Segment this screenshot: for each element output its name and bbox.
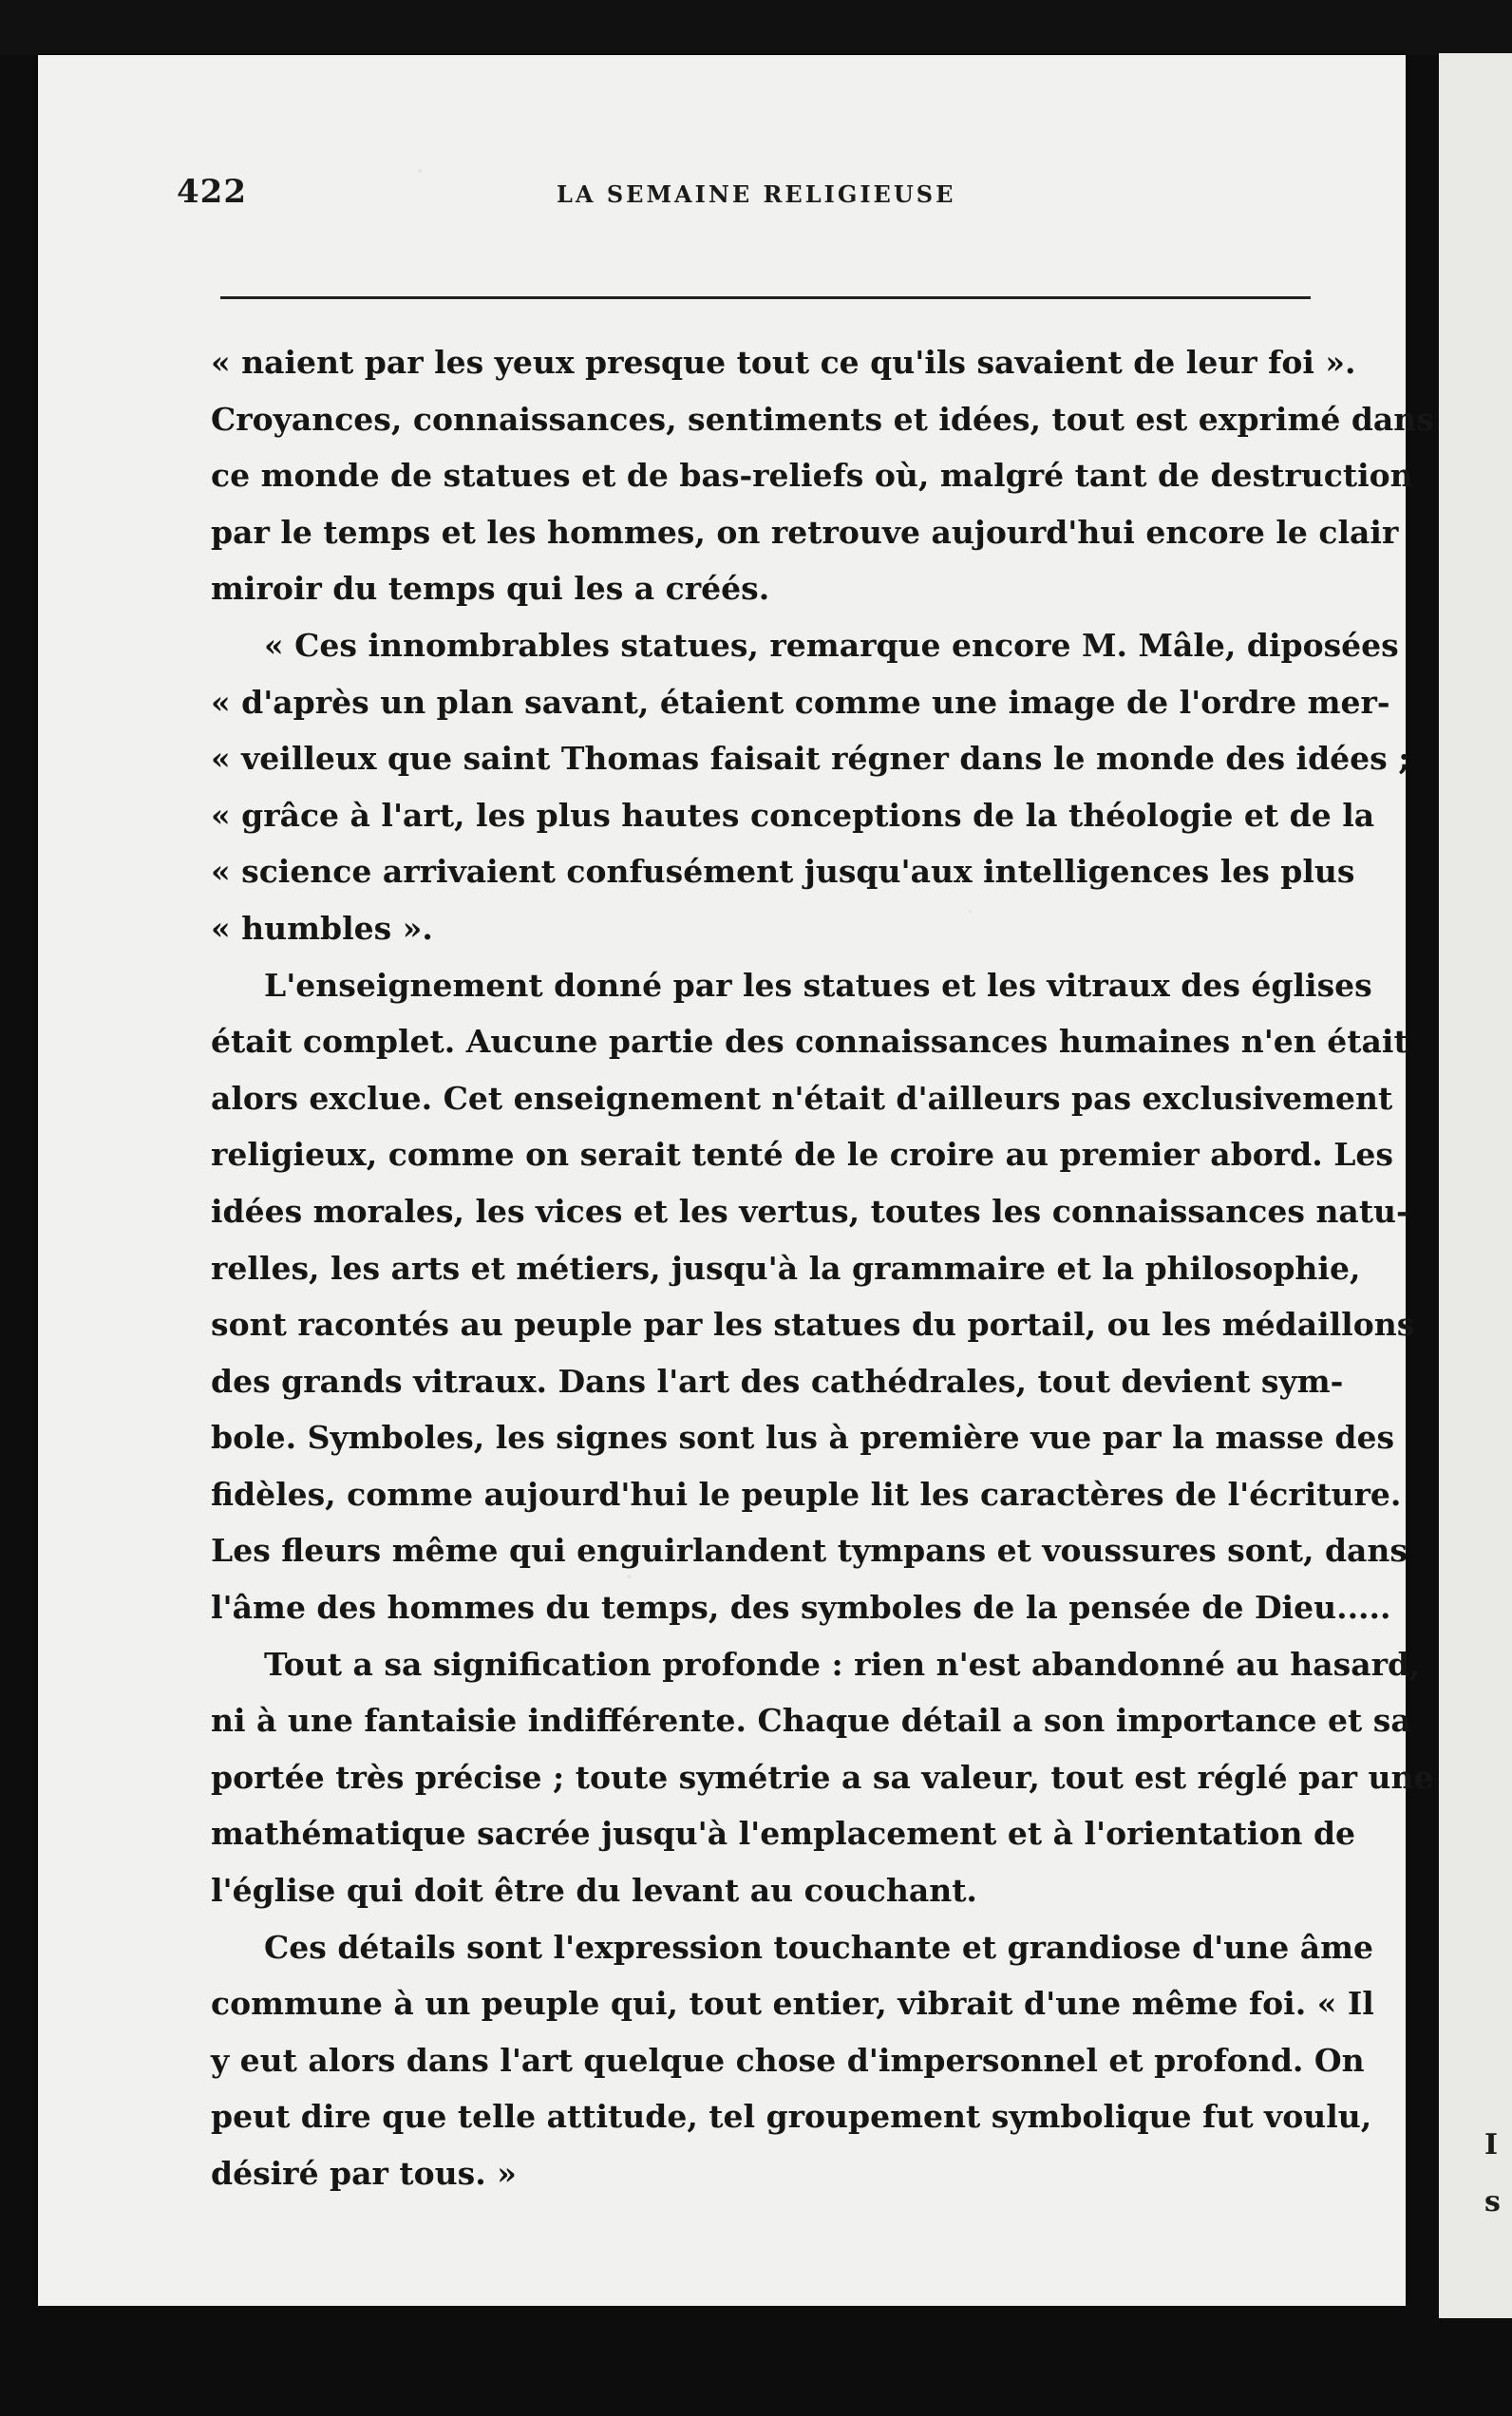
text-line: Les fleurs même qui enguirlandent tympans et voussures sont, dans: [211, 1532, 1408, 1570]
text-line: Tout a sa signification profonde : rien n'est abandonné au hasard,: [264, 1645, 1421, 1683]
text-line: alors exclue. Cet enseignement n'était d'ailleurs pas exclusivement: [211, 1079, 1393, 1117]
text-line: désiré par tous. »: [211, 2155, 517, 2192]
adjacent-page-edge: [1439, 53, 1512, 2318]
text-line: peut dire que telle attitude, tel groupement symbolique fut voulu,: [211, 2098, 1372, 2136]
header-rule: [220, 296, 1311, 299]
text-line: portée très précise ; toute symétrie a sa valeur, tout est réglé par une: [211, 1758, 1434, 1796]
text-line: religieux, comme on serait tenté de le croire au premier abord. Les: [211, 1136, 1393, 1174]
adjacent-page-fragment: I: [1484, 2128, 1499, 2161]
text-line: ni à une fantaisie indifférente. Chaque détail a son importance et sa: [211, 1702, 1411, 1740]
text-line: « veilleux que saint Thomas faisait régner dans le monde des idées ;: [211, 740, 1410, 778]
text-line: miroir du temps qui les a créés.: [211, 570, 770, 608]
text-line: sont racontés au peuple par les statues du portail, ou les médaillons: [211, 1306, 1415, 1344]
text-line: ce monde de statues et de bas-reliefs où, malgré tant de destruction: [211, 457, 1413, 495]
text-line: des grands vitraux. Dans l'art des cathédrales, tout devient sym-: [211, 1362, 1344, 1400]
page-number: 422: [177, 173, 247, 211]
running-head: [177, 173, 1332, 230]
text-line: « grâce à l'art, les plus hautes conceptions de la théologie et de la: [211, 796, 1375, 834]
text-line: commune à un peuple qui, tout entier, vibrait d'une même foi. « Il: [211, 1985, 1374, 2023]
text-line: « d'après un plan savant, étaient comme une image de l'ordre mer-: [211, 683, 1390, 721]
text-line: relles, les arts et métiers, jusqu'à la grammaire et la philosophie,: [211, 1249, 1361, 1287]
text-line: par le temps et les hommes, on retrouve aujourd'hui encore le clair: [211, 513, 1399, 551]
text-line: « humbles ».: [211, 909, 433, 947]
text-line: L'enseignement donné par les statues et les vitraux des églises: [264, 966, 1372, 1004]
text-line: « naient par les yeux presque tout ce qu'ils savaient de leur foi ».: [211, 344, 1356, 381]
body-text: [211, 334, 1434, 2202]
journal-title: LA SEMAINE RELIGIEUSE: [557, 180, 956, 208]
text-line: idées morales, les vices et les vertus, toutes les connaissances natu-: [211, 1192, 1409, 1230]
text-line: mathématique sacrée jusqu'à l'emplacement et à l'orientation de: [211, 1815, 1356, 1853]
text-line: Ces détails sont l'expression touchante et grandiose d'une âme: [264, 1928, 1374, 1966]
text-line: y eut alors dans l'art quelque chose d'impersonnel et profond. On: [211, 2041, 1365, 2079]
adjacent-page-fragment: s: [1484, 2185, 1501, 2218]
text-line: l'église qui doit être du levant au couchant.: [211, 1872, 977, 1910]
text-line: l'âme des hommes du temps, des symboles de la pensée de Dieu.....: [211, 1589, 1391, 1627]
text-line: « Ces innombrables statues, remarque encore M. Mâle, diposées: [264, 626, 1399, 664]
text-line: bole. Symboles, les signes sont lus à première vue par la masse des: [211, 1419, 1395, 1457]
text-line: fidèles, comme aujourd'hui le peuple lit les caractères de l'écriture.: [211, 1475, 1402, 1513]
scan-border: [0, 0, 1512, 55]
text-line: Croyances, connaissances, sentiments et idées, tout est exprimé dans: [211, 400, 1434, 438]
text-line: « science arrivaient confusément jusqu'aux intelligences les plus: [211, 853, 1355, 891]
text-line: était complet. Aucune partie des connaissances humaines n'en était: [211, 1023, 1408, 1061]
